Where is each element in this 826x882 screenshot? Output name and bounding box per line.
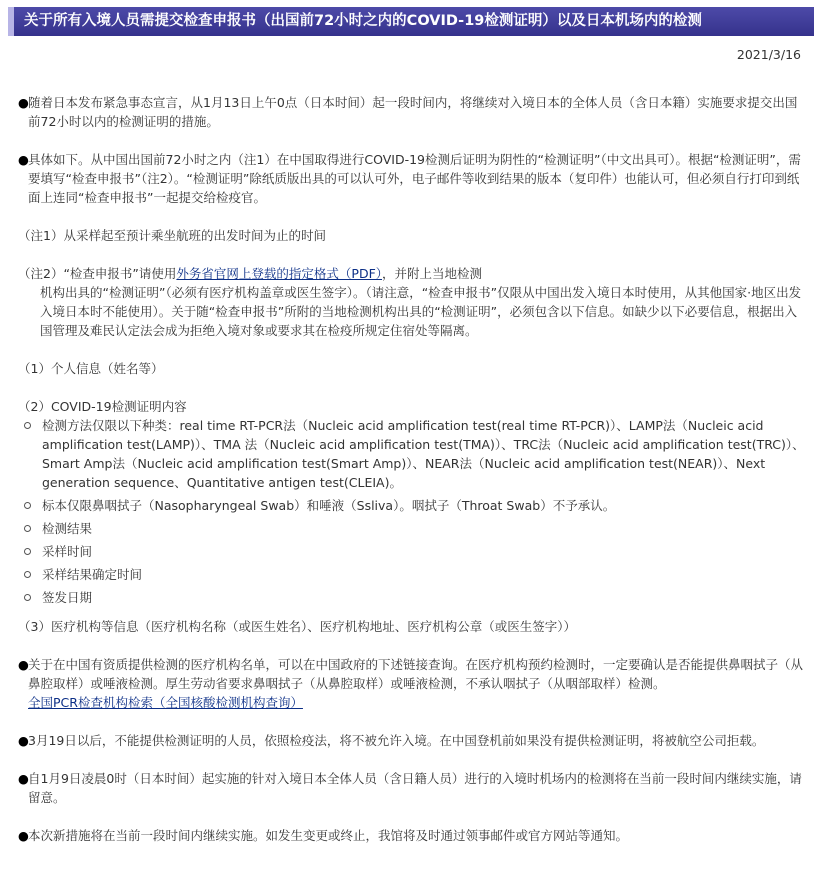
circle-bullet-icon — [24, 422, 31, 429]
article-body — [18, 93, 808, 845]
paragraph-text: 具体如下。从中国出国前72小时之内（注1）在中国取得进行COVID-19检测后证明为阴性的“检测证明”（中文出具可）。根据“检测证明”，需要填写“检查申报书”（注2）。“检测证明”除纸质版出具的可以认可外，电子邮件等收到结果的版本（复印件）也能认可，但必须自行打印到纸面上连同“检查申报书”一起提交给检疫官。 — [28, 152, 801, 205]
publish-date: 2021/3/16 — [736, 47, 801, 62]
note-2-continuation: 机构出具的“检测证明”（必须有医疗机构盖章或医生签字）。（请注意，“检查申报书”仅限从中国出发入境日本时使用，从其他国家·地区出发入境日本时不能使用）。关于随“检查申报书”所附的当地检测机构出具的“检测证明”，必须包含以下信息。如缺少以下必要信息，根据出入国管理及难民认定法会成为拒绝入境对象或要求其在检疫所规定住宿处等隔离。 — [40, 285, 802, 338]
page-title: 关于所有入境人员需提交检查申报书（出国前72小时之内的COVID-19检测证明）以及日本机场内的检测 — [8, 7, 814, 36]
note-2-suffix: ，并附上当地检测 — [382, 266, 483, 281]
required-item-medical-institution: （3）医疗机构等信息（医疗机构名称（或医生姓名）、医疗机构地址、医疗机构公章（或医生签字）） — [18, 619, 576, 634]
bullet-dot: ● — [18, 95, 29, 110]
circle-bullet-icon — [24, 571, 31, 578]
paragraph-text: 本次新措施将在当前一段时间内继续实施。如发生变更或终止，我馆将及时通过领事邮件或官方网站等通知。 — [28, 828, 629, 843]
test-content-list — [18, 416, 808, 607]
list-item: 检测结果 — [42, 519, 808, 538]
list-item: 标本仅限鼻咽拭子（Nasopharyngeal Swab）和唾液（Ssliva）。咽拭子（Throat Swab）不予承认。 — [42, 496, 808, 515]
circle-bullet-icon — [24, 525, 31, 532]
bullet-dot: ● — [18, 771, 29, 786]
declaration-form-link[interactable]: 外务省官网上登载的指定格式（PDF） — [176, 266, 383, 281]
required-item-personal-info: （1）个人信息（姓名等） — [18, 361, 164, 376]
circle-bullet-icon — [24, 594, 31, 601]
note-2-prefix: （注2）“检查申报书”请使用 — [18, 266, 177, 281]
bullet-dot: ● — [18, 657, 29, 672]
paragraph-measure — [18, 93, 808, 131]
paragraph-notice — [18, 826, 808, 845]
paragraph-text: 随着日本发布紧急事态宣言，从1月13日上午0点（日本时间）起一段时间内，将继续对入境日本的全体人员（含日本籍）实施要求提交出国前72小时以内的检测证明的措施。 — [28, 95, 798, 129]
paragraph-entry-denial — [18, 731, 808, 750]
bullet-dot: ● — [18, 828, 29, 843]
paragraph-text: 关于在中国有资质提供检测的医疗机构名单，可以在中国政府的下述链接查询。在医疗机构预约检测时，一定要确认是否能提供鼻咽拭子（从鼻腔取样）或唾液检测。厚生劳动省要求鼻咽拭子（从鼻腔取样）或唾液检测，不承认咽拭子（从咽部取样）检测。 — [28, 657, 804, 691]
bullet-dot: ● — [18, 152, 29, 167]
circle-bullet-icon — [24, 548, 31, 555]
note-2 — [18, 264, 808, 283]
list-item: 检测方法仅限以下种类：real time RT-PCR法（Nucleic acid amplification test(real time RT-PCR)）、LAMP法（Nucleic acid amplification test(LAMP)）、TMA 法（Nucleic acid amplification test(TMA)）、TRC法（Nucleic acid amplification test(TRC)）、Smart Amp法（Nucleic acid amplification test(Smart Amp)）、NEAR法（Nucleic acid amplification test(NEAR)）、Next generation sequence、Quantitative antigen test(CLEIA)。 — [42, 416, 808, 492]
paragraph-institution-list — [18, 655, 808, 712]
circle-bullet-icon — [24, 502, 31, 509]
paragraph-text: 自1月9日凌晨0时（日本时间）起实施的针对入境日本全体人员（含日籍人员）进行的入境时机场内的检测将在当前一段时间内继续实施，请留意。 — [28, 771, 802, 805]
paragraph-details — [18, 150, 808, 207]
list-item: 签发日期 — [42, 588, 808, 607]
pcr-institution-search-link[interactable]: 全国PCR检查机构检索（全国核酸检测机构查询） — [28, 695, 303, 710]
list-item: 采样结果确定时间 — [42, 565, 808, 584]
paragraph-text: 3月19日以后，不能提供检测证明的人员，依照检疫法，将不被允许入境。在中国登机前如果没有提供检测证明，将被航空公司拒载。 — [28, 733, 765, 748]
bullet-dot: ● — [18, 733, 29, 748]
paragraph-airport-testing — [18, 769, 808, 807]
required-item-test-content: （2）COVID-19检测证明内容 — [18, 399, 187, 414]
note-1: （注1）从采样起至预计乘坐航班的出发时间为止的时间 — [18, 228, 326, 243]
list-item: 采样时间 — [42, 542, 808, 561]
